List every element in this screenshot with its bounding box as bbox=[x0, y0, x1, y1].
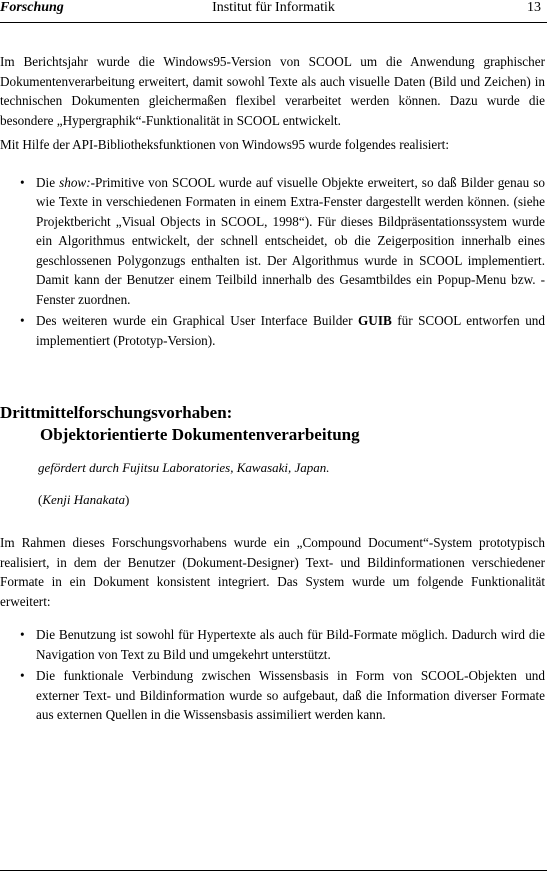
list-item-text: Die funktionale Verbindung zwischen Wissensbasis in Form von SCOOL-Objekten und externer Text- und Bildinformation wurde so aufgebaut, daß die Information diverser Formate aus externen Quellen in die Wissensbasis assimiliert werden kann. bbox=[36, 668, 545, 722]
section-title: Drittmittelforschungsvorhaben: bbox=[0, 403, 233, 422]
project-person bbox=[0, 490, 545, 510]
page-header bbox=[0, 0, 547, 23]
header-section-label: Forschung bbox=[0, 0, 64, 15]
page-body bbox=[0, 52, 545, 727]
list-item-strong: GUIB bbox=[358, 313, 392, 328]
api-paragraph: Mit Hilfe der API-Bibliotheksfunktionen von Windows95 wurde folgendes realisiert: bbox=[0, 137, 449, 152]
intro-paragraph: Im Berichtsjahr wurde die Windows95-Version von SCOOL um die Anwendung graphischer Dokumentenverarbeitung erweitert, damit sowohl Texte als auch visuelle Daten (Bild und Zeichen) in technischen Dokumenten gleichermaßen flexibel verarbeitet werden können. Dazu wurde die besondere „Hypergraphik“-Funktionalität in SCOOL entwickelt. bbox=[0, 54, 545, 128]
bullet-icon: • bbox=[20, 174, 25, 190]
list-item bbox=[0, 311, 545, 350]
funding-note: gefördert durch Fujitsu Laboratories, Kawasaki, Japan. bbox=[38, 460, 330, 475]
person-name: Kenji Hanakata bbox=[42, 491, 126, 507]
list-item-text-pre: Des weiteren wurde ein Graphical User Interface Builder bbox=[36, 313, 359, 328]
person-open-paren: ( bbox=[38, 491, 43, 507]
header-institute-title: Institut für Informatik bbox=[212, 0, 335, 15]
person-close-paren: ) bbox=[125, 491, 130, 507]
list-item-text: Die Benutzung ist sowohl für Hypertexte als auch für Bild-Formate möglich. Dadurch wird die Navigation von Text zu Bild und umgekehrt unterstützt. bbox=[36, 627, 545, 662]
list-item bbox=[0, 173, 545, 310]
list-item bbox=[0, 625, 545, 664]
section-subtitle: Objektorientierte Dokumentenverarbeitung bbox=[40, 425, 360, 444]
list-item-text-post: -Primitive von SCOOL wurde auf visuelle Objekte erweitert, so daß Bilder genau so wie Texte in verschiedenen Formaten in einem Extra-Fenster dargestellt werden können. (siehe Projektbericht „Visual Objects in SCOOL, 1998“). Für dieses Bildpräsentationssystem wurde ein Algorithmus entwickelt, der schnell entscheidet, ob die Zeigerposition innerhalb eines geschlossenen Polygonzugs enthalten ist. Der Algorithmus wurde in SCOOL implementiert. Damit kann der Benutzer einem Teilbild innerhalb des Gesamtbildes ein Popup-Menu bzw. -Fenster zuordnen. bbox=[36, 174, 545, 307]
bullet-icon: • bbox=[20, 627, 25, 642]
bullet-icon: • bbox=[20, 668, 25, 683]
list-item bbox=[0, 666, 545, 725]
footer-rule bbox=[0, 870, 547, 871]
list-item-text-pre: Die bbox=[36, 174, 60, 190]
bullet-list-windows95 bbox=[0, 173, 545, 351]
bullet-icon: • bbox=[20, 313, 25, 328]
list-item-text-post: für SCOOL entworfen und implementiert (Prototyp-Version). bbox=[36, 313, 545, 348]
bullet-list-compound bbox=[0, 625, 545, 725]
compound-paragraph: Im Rahmen dieses Forschungsvorhabens wurde ein „Compound Document“-System prototypisch realisiert, in dem der Benutzer (Dokument-Designer) Text- und Bildinformationen verschiedener Formate in ein Dokument konsistent integriert. Das System wurde um folgende Funktionalität erweitert: bbox=[0, 535, 545, 609]
page-number: 13 bbox=[527, 0, 541, 15]
list-item-emphasis: show: bbox=[59, 174, 91, 190]
